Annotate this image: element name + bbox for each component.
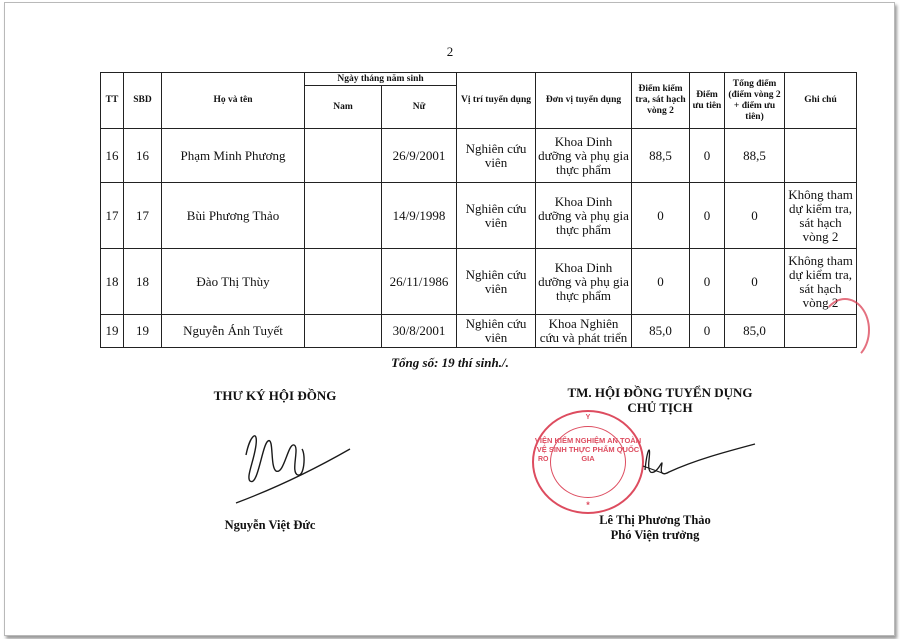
cell-priority: 0 (690, 129, 725, 183)
cell-unit: Khoa Dinh dưỡng và phụ gia thực phẩm (536, 183, 632, 249)
header-sbd: SBD (124, 73, 162, 129)
secretary-name: Nguyễn Việt Đức (224, 518, 316, 532)
cell-sbd: 17 (124, 183, 162, 249)
cell-dob-male (305, 315, 382, 348)
cell-priority: 0 (690, 315, 725, 348)
header-position: Vị trí tuyển dụng (457, 73, 536, 129)
chair-signature-block (570, 513, 740, 543)
header-dob-group: Ngày tháng năm sinh (305, 73, 457, 86)
cell-unit: Khoa Nghiên cứu và phát triển (536, 315, 632, 348)
cell-note (785, 129, 857, 183)
cell-sbd: 18 (124, 249, 162, 315)
page-number: 2 (446, 44, 454, 59)
cell-dob-female: 30/8/2001 (382, 315, 457, 348)
header-score-round2: Điểm kiểm tra, sát hạch vòng 2 (632, 73, 690, 129)
header-dob-male: Nam (305, 86, 382, 129)
secretary-title: THƯ KÝ HỘI ĐỒNG (213, 388, 337, 403)
cell-tt: 18 (101, 249, 124, 315)
cell-dob-male (305, 183, 382, 249)
header-tt: TT (101, 73, 124, 129)
header-dob-female: Nữ (382, 86, 457, 129)
chair-signature (625, 430, 765, 490)
cell-total: 0 (725, 183, 785, 249)
cell-priority: 0 (690, 183, 725, 249)
partial-seal-mark (820, 298, 870, 362)
cell-name: Nguyễn Ánh Tuyết (162, 315, 305, 348)
chair-role: Phó Viện trưởng (610, 528, 700, 542)
cell-unit: Khoa Dinh dưỡng và phụ gia thực phẩm (536, 249, 632, 315)
table-row (101, 249, 857, 315)
header-total: Tổng điểm (điểm vòng 2 + điểm ưu tiên) (725, 73, 785, 129)
cell-sbd: 19 (124, 315, 162, 348)
cell-dob-male (305, 249, 382, 315)
cell-note: Không tham dự kiểm tra, sát hạch vòng 2 (785, 249, 857, 315)
header-name: Họ và tên (162, 73, 305, 129)
cell-dob-female: 26/9/2001 (382, 129, 457, 183)
cell-score-round2: 0 (632, 183, 690, 249)
table-row (101, 183, 857, 249)
cell-position: Nghiên cứu viên (457, 183, 536, 249)
cell-total: 0 (725, 249, 785, 315)
header-note: Ghi chú (785, 73, 857, 129)
cell-position: Nghiên cứu viên (457, 249, 536, 315)
table-row (101, 315, 857, 348)
cell-total: 88,5 (725, 129, 785, 183)
cell-dob-female: 14/9/1998 (382, 183, 457, 249)
chair-title-line-2: CHỦ TỊCH (627, 400, 693, 415)
cell-tt: 16 (101, 129, 124, 183)
official-seal: Y RO VIỆN KIỂM NGHIỆM AN TOÀN VỆ SINH THỰC PHẨM QUỐC GIA * (532, 410, 644, 514)
cell-score-round2: 85,0 (632, 315, 690, 348)
cell-dob-female: 26/11/1986 (382, 249, 457, 315)
table-row (101, 129, 857, 183)
total-line: Tổng số: 19 thí sinh./. (391, 355, 509, 370)
cell-score-round2: 88,5 (632, 129, 690, 183)
cell-name: Bùi Phương Thảo (162, 183, 305, 249)
cell-position: Nghiên cứu viên (457, 129, 536, 183)
cell-unit: Khoa Dinh dưỡng và phụ gia thực phẩm (536, 129, 632, 183)
cell-dob-male (305, 129, 382, 183)
chair-title-line-1: TM. HỘI ĐỒNG TUYỂN DỤNG (567, 385, 753, 400)
chair-name: Lê Thị Phương Thảo (599, 513, 711, 527)
cell-name: Đào Thị Thùy (162, 249, 305, 315)
cell-position: Nghiên cứu viên (457, 315, 536, 348)
header-unit: Đơn vị tuyển dụng (536, 73, 632, 129)
secretary-signature (228, 415, 358, 510)
header-priority: Điểm ưu tiên (690, 73, 725, 129)
cell-tt: 19 (101, 315, 124, 348)
cell-priority: 0 (690, 249, 725, 315)
cell-sbd: 16 (124, 129, 162, 183)
cell-tt: 17 (101, 183, 124, 249)
results-table (100, 72, 857, 348)
cell-score-round2: 0 (632, 249, 690, 315)
cell-note: Không tham dự kiểm tra, sát hạch vòng 2 (785, 183, 857, 249)
cell-name: Phạm Minh Phương (162, 129, 305, 183)
cell-total: 85,0 (725, 315, 785, 348)
seal-text: VIỆN KIỂM NGHIỆM AN TOÀN VỆ SINH THỰC PHẨM QUỐC GIA (534, 436, 642, 463)
